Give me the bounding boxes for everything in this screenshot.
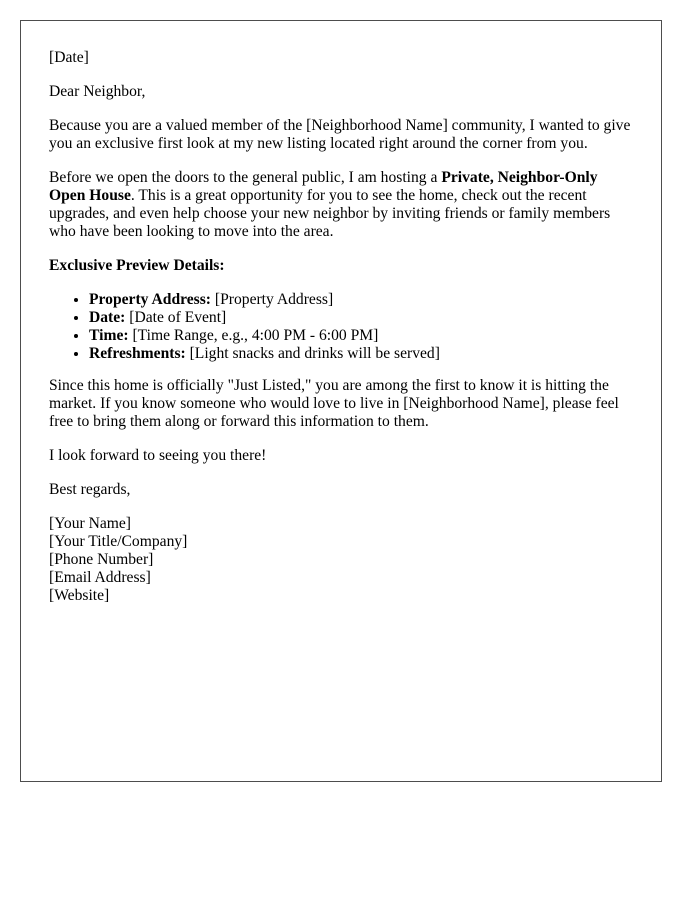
letter-page	[20, 20, 662, 782]
detail-label: Refreshments:	[89, 345, 186, 362]
detail-item-date	[89, 309, 633, 327]
detail-value: [Property Address]	[211, 291, 334, 308]
detail-item-refreshments	[89, 345, 633, 363]
detail-label: Time:	[89, 327, 129, 344]
signature-title: [Your Title/Company]	[49, 533, 188, 550]
detail-value: [Time Range, e.g., 4:00 PM - 6:00 PM]	[128, 327, 379, 344]
signature-name: [Your Name]	[49, 515, 132, 532]
invite-paragraph	[49, 169, 633, 241]
just-listed-paragraph: Since this home is officially "Just Listed," you are among the first to know it is hitting the market. If you know someone who would love to live in [Neighborhood Name], please feel free to bring them along or forward this information to them.	[49, 377, 619, 430]
invite-text-before: Before we open the doors to the general public, I am hosting a	[49, 169, 442, 186]
letter-date: [Date]	[49, 49, 89, 66]
salutation: Dear Neighbor,	[49, 83, 146, 100]
intro-paragraph: Because you are a valued member of the [Neighborhood Name] community, I wanted to give you an exclusive first look at my new listing located right around the corner from you.	[49, 117, 631, 152]
open-house-emphasis: Private, Neighbor-Only Open House	[49, 169, 598, 204]
signature-block	[49, 515, 633, 605]
detail-label: Property Address:	[89, 291, 212, 308]
detail-value: [Light snacks and drinks will be served]	[185, 345, 440, 362]
signature-email: [Email Address]	[49, 569, 151, 586]
details-heading: Exclusive Preview Details:	[49, 257, 225, 274]
detail-label: Date:	[89, 309, 126, 326]
signature-website: [Website]	[49, 587, 110, 604]
signature-phone: [Phone Number]	[49, 551, 154, 568]
invite-text-after: . This is a great opportunity for you to see the home, check out the recent upgrades, and even help choose your new neighbor by inviting friends or family members who have been looking to move into the area.	[49, 187, 611, 240]
details-list	[49, 291, 633, 363]
detail-item-address	[89, 291, 633, 309]
detail-item-time	[89, 327, 633, 345]
signoff: Best regards,	[49, 481, 131, 498]
detail-value: [Date of Event]	[125, 309, 227, 326]
closing-line: I look forward to seeing you there!	[49, 447, 267, 464]
